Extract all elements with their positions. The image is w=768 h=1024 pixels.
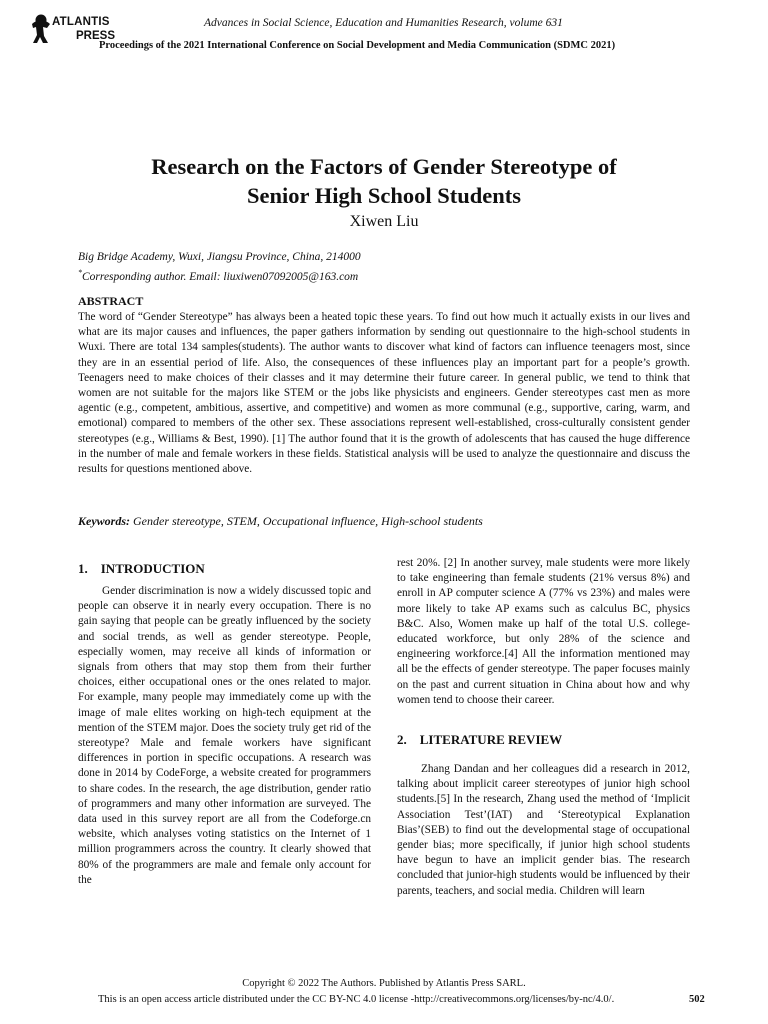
corresponding-author [78,265,361,285]
page-number: 502 [689,994,705,1005]
journal-name: Advances in Social Science, Education and Humanities Research, volume 631 [204,17,563,29]
publisher-name-line2: PRESS [76,30,115,42]
proceedings-name: Proceedings of the 2021 International Conference on Social Development and Media Communication (SDMC 2021) [99,40,616,51]
author-name: Xiwen Liu [349,213,419,230]
affiliation-block [78,250,361,285]
introduction-paragraph: Gender discrimination is now a widely discussed topic and people can observe it in nearly every occupation. There is no gain saying that people can be greatly influenced by the society and social trends, as well as gender stereotype. People, especially women, may receive all kinds of information or signals from others that may stop them from their further choices, either occupational ones or the ones related to major. For example, many people may immediately come up with the image of male elites working on high-tech equipment at the mention of the STEM major. Does the society truly get rid of the stereotype? Male and female workers have significant differences in portion in specific occupations. A research was done in 2014 by CodeForge, a website created for programmers to share codes. In the research, the age distribution, gender ratio of programmers and many other information are surveyed. The data used in this survey report are all from the Codeforge.cn website, which analyses voting statistics on the Internet of 1 million programmers across the country. It clearly showed that 80% of the programmers are male and female only account for the [78,585,371,886]
introduction-paragraph-continued: rest 20%. [2] In another survey, male students were more likely to take engineering than female students (21% versus 8%) and enroll in AP computer science A (77% vs 23%) and males were more likely to take AP exams such as calculus BC, physics B&C. Also, Women make up half of the total U.S. college-educated workforce, but only 28% of the science and engineering workforce.[4] All the information mentioned may all be the effects of gender stereotype. The paper focuses mainly on the past and current situation in China about how and why women tend to choose their career. [397,557,690,706]
section-heading-literature-review: 2. LITERATURE REVIEW [397,732,563,747]
paper-title-line1: Research on the Factors of Gender Stereotype of [151,154,617,179]
keywords-line [78,514,483,529]
keywords-text: Gender stereotype, STEM, Occupational influence, High-school students [133,514,483,528]
corresponding-text: Corresponding author. Email: liuxiwen07092005@163.com [82,270,359,283]
right-column-top [397,556,690,708]
abstract-heading: ABSTRACT [78,294,144,308]
abstract-body: The word of “Gender Stereotype” has always been a heated topic these years. To find out how much it actually exists in our lives and what are its major causes and influences, the paper gathers information by sending out questionnaire to the high-school students in Wuxi. There are total 134 samples(students). The author wants to discover what kind of factors can influence teenagers most, since they are in an essential period of life. Also, the consequences of these influences play an important part for a people’s growth. Teenagers need to make choices of their classes and it may determine their future career. In general public, we tend to think that women are not suitable for the majors like STEM or the jobs like physicists and engineers. Gender stereotypes cast men as more agentic (e.g., competent, ambitious, assertive, and competitive) and women as more communal (e.g., supportive, caring, warm, and emotional) compared to members of the other sex. These associations represent well-established, cross-culturally consistent gender stereotypes (e.g., Williams & Best, 1990). [1] The author found that it is the growth of adolescents that has caused the huge difference in the number of male and female workers in these fields. Statistical analysis will be used to analyze the questionnaire and discuss the results for questions mentioned above. [78,311,690,476]
license-notice: This is an open access article distributed under the CC BY-NC 4.0 license -http://creativecommons.org/licenses/by-nc/4.0/. [98,994,615,1005]
keywords-label: Keywords: [78,514,130,528]
section-heading-introduction: 1. INTRODUCTION [78,561,205,576]
affiliation: Big Bridge Academy, Wuxi, Jiangsu Province, China, 214000 [78,251,361,263]
copyright-notice: Copyright © 2022 The Authors. Published by Atlantis Press SARL. [242,978,526,989]
left-column [78,584,371,888]
atlas-figure-icon [28,14,54,44]
corresponding-mark: * [78,268,82,277]
paper-title-line2: Senior High School Students [246,183,522,208]
literature-review-paragraph: Zhang Dandan and her colleagues did a research in 2012, talking about implicit career stereotypes of junior high school students.[5] In the research, Zhang used the method of ‘Implicit Association Test’(IAT) and ‘Stereotypical Explanation Bias’(SEB) to find out the developmental stage of occupational gender bias; more specifically, if junior high school students have begun to have an implicit gender bias. The research concluded that junior-high students would be influenced by their parents, teachers, and social media. Children will learn [397,763,690,897]
right-column-bottom [397,762,690,899]
publisher-name-line1: ATLANTIS [52,16,110,28]
paper-title [0,152,768,210]
